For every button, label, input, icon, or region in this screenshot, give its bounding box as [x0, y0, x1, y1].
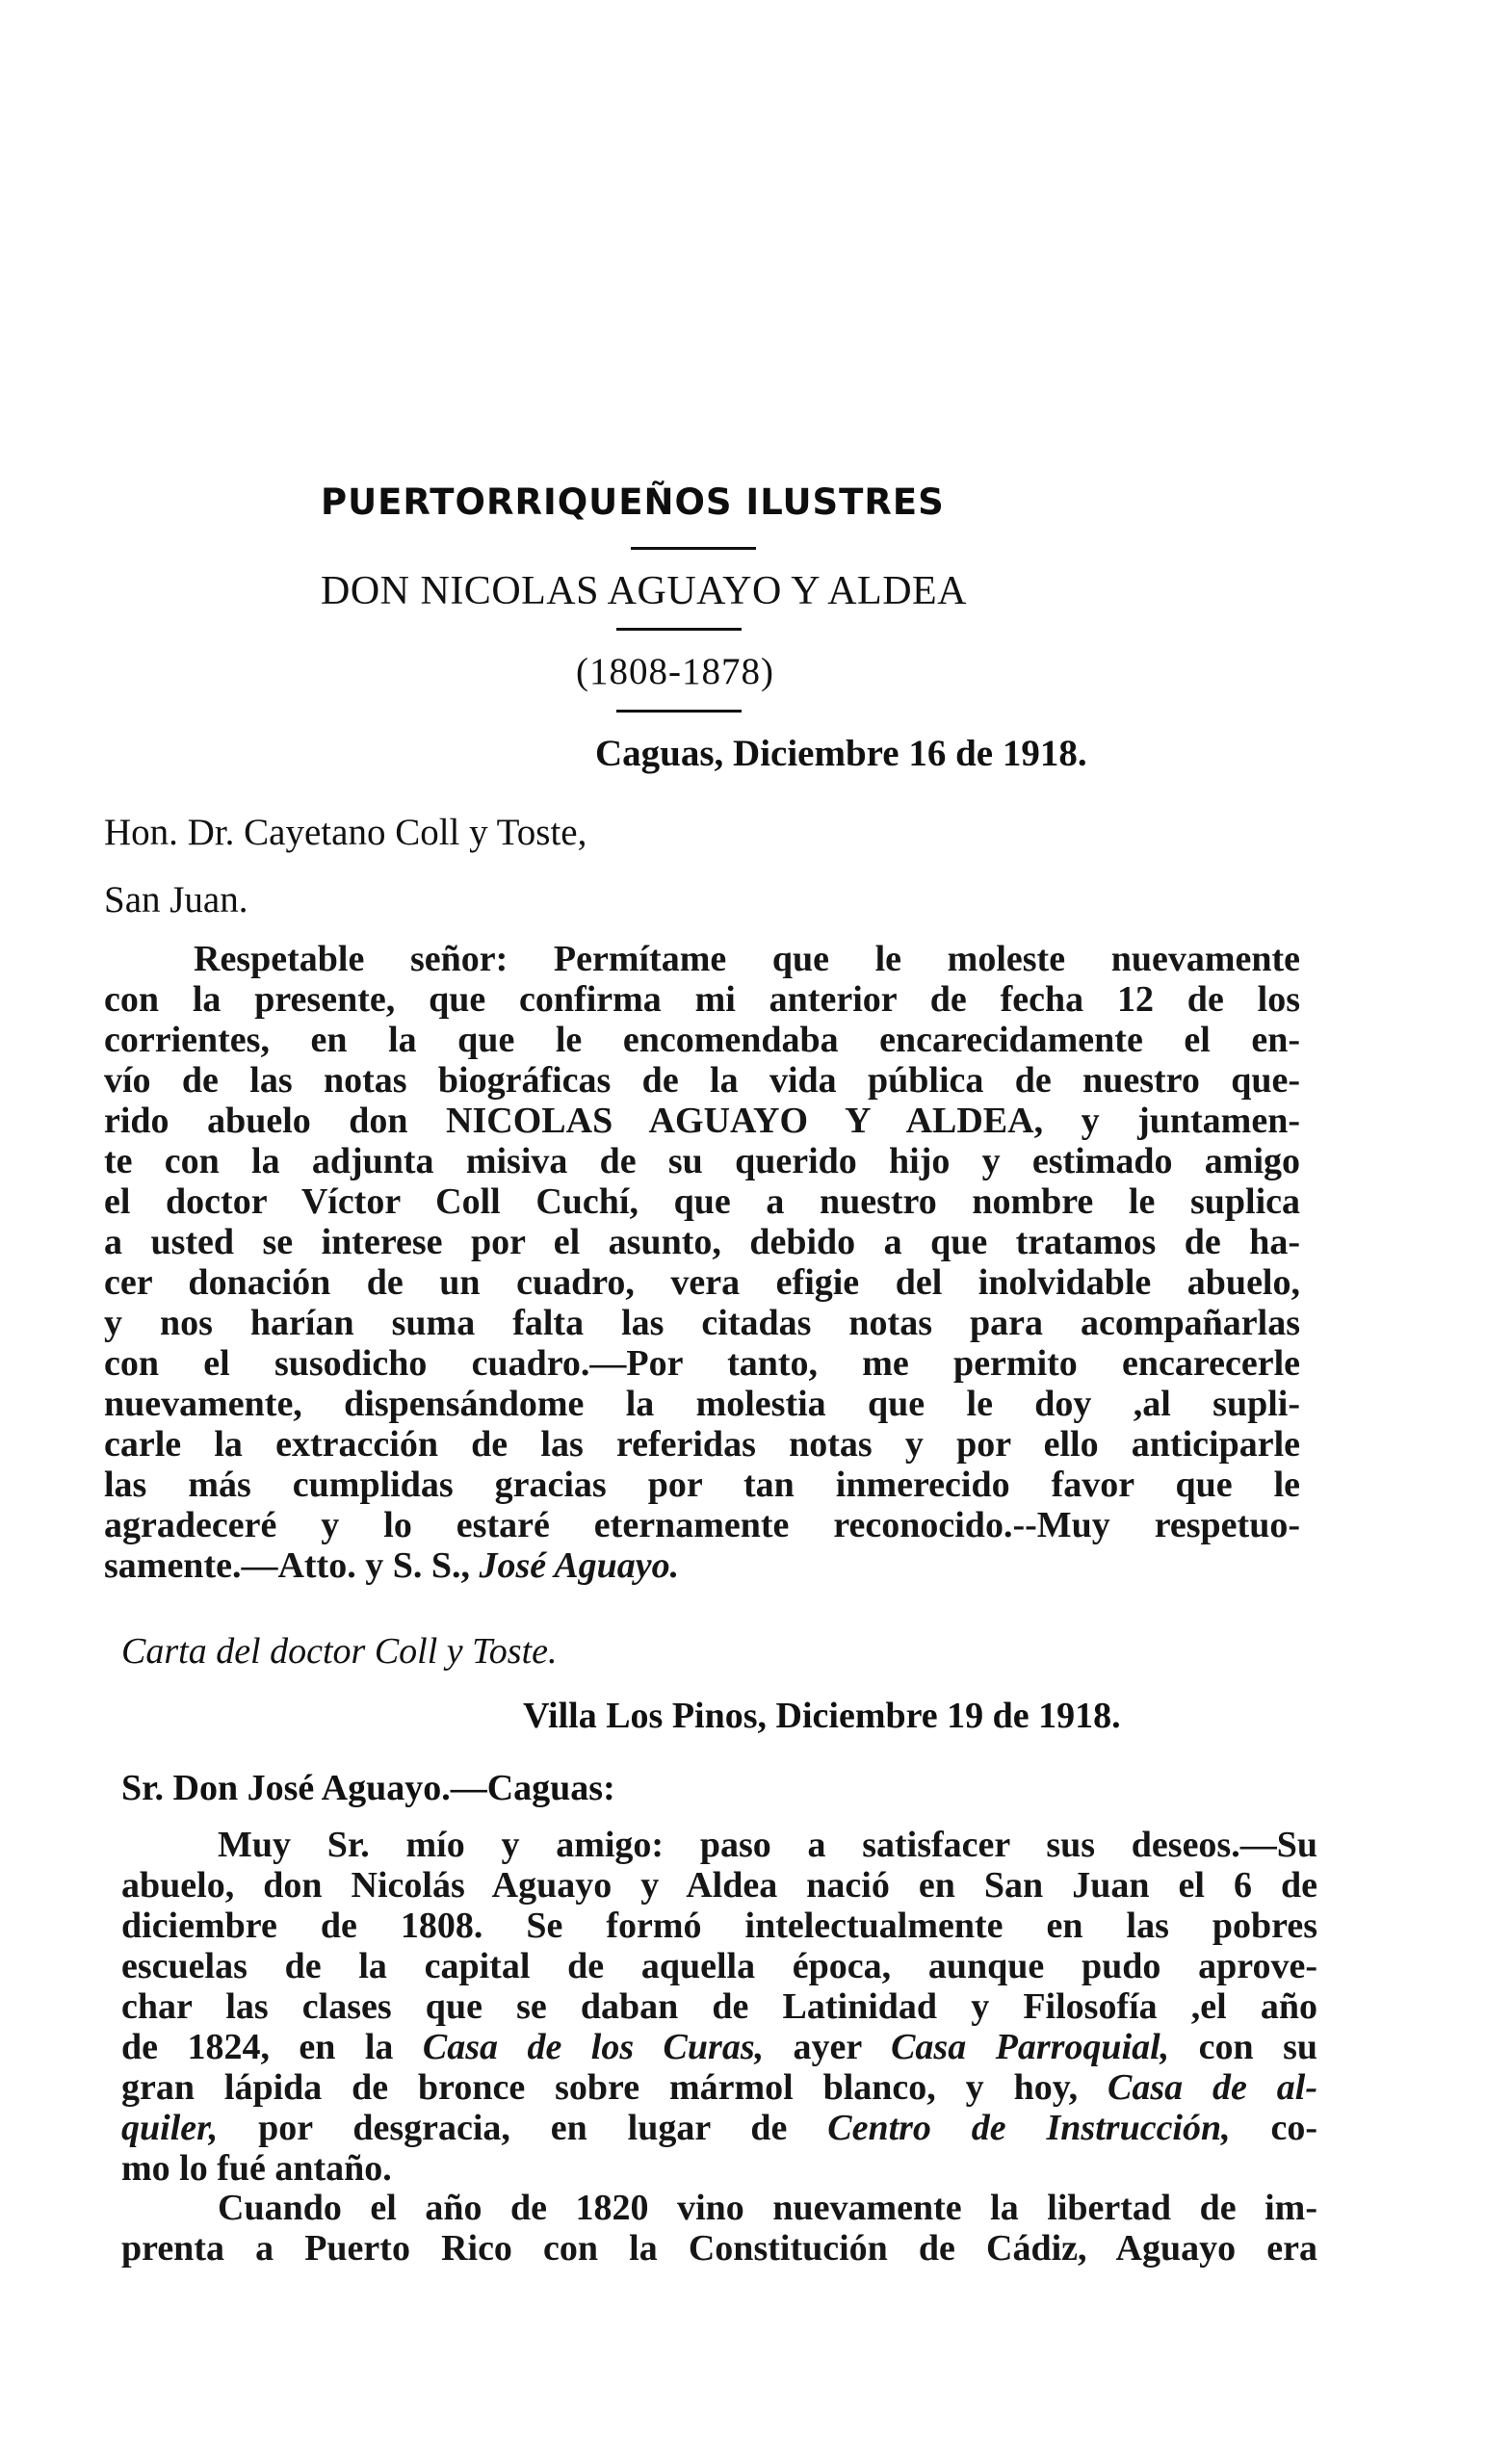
text-run: con su: [1169, 2027, 1318, 2067]
letter-place: San Juan.: [104, 879, 248, 921]
text-line: te con la adjunta misiva de su querido hijo y estimado amigo: [104, 1141, 1300, 1181]
text-line: a usted se interese por el asunto, debido a que tratamos de ha-: [104, 1222, 1300, 1262]
text-line: Cuando el año de 1820 vino nuevamente la libertad de im-: [218, 2188, 1317, 2228]
text-line: diciembre de 1808. Se formó intelectualmente en las pobres: [121, 1906, 1317, 1946]
letter-body-continued: [121, 2188, 1317, 2269]
text-line-closing: [104, 1545, 1300, 1586]
life-dates: (1808-1878): [576, 651, 774, 692]
text-line: mo lo fué antaño.: [121, 2148, 392, 2189]
article-title: DON NICOLAS AGUAYO Y ALDEA: [321, 569, 968, 613]
text-line: prenta a Puerto Rico con la Constitución de Cádiz, Aguayo era: [121, 2228, 1317, 2269]
text-run-italic: quiler,: [121, 2108, 219, 2148]
text-run: gran lápida de bronce sobre mármol blanco, y hoy,: [121, 2067, 1108, 2108]
letter-closing: samente.—Atto. y S. S.,: [104, 1545, 480, 1586]
text-line: [121, 2027, 1317, 2067]
text-line: con el susodicho cuadro.—Por tanto, me permito encarecerle: [104, 1343, 1300, 1384]
text-run: co-: [1230, 2108, 1318, 2148]
text-line: las más cumplidas gracias por tan inmerecido favor que le: [104, 1465, 1300, 1505]
text-run-italic: Centro de Instrucción,: [827, 2108, 1231, 2148]
divider-rule: [616, 710, 742, 713]
text-line: vío de las notas biográficas de la vida pública de nuestro que-: [104, 1060, 1300, 1101]
letter-dateline: Caguas, Diciembre 16 de 1918.: [595, 733, 1087, 774]
text-run-italic: Casa de al-: [1108, 2067, 1317, 2108]
letter-body: [121, 1825, 1317, 2189]
letter-dateline: Villa Los Pinos, Diciembre 19 de 1918.: [523, 1696, 1121, 1736]
letter-salutation: Sr. Don José Aguayo.—Caguas:: [121, 1768, 615, 1808]
section-heading: PUERTORRIQUEÑOS ILUSTRES: [321, 481, 945, 523]
text-line: corrientes, en la que le encomendaba encarecidamente el en-: [104, 1020, 1300, 1060]
divider-rule: [616, 628, 742, 631]
text-line: con la presente, que confirma mi anterior de fecha 12 de los: [104, 979, 1300, 1020]
text-line: escuelas de la capital de aquella época, aunque pudo aprove-: [121, 1946, 1317, 1986]
text-line: agradeceré y lo estaré eternamente reconocido.--Muy respetuo-: [104, 1505, 1300, 1545]
letter-signature: José Aguayo.: [479, 1545, 680, 1586]
text-line: cer donación de un cuadro, vera efigie del inolvidable abuelo,: [104, 1262, 1300, 1303]
text-run: de 1824, en la: [121, 2027, 423, 2067]
text-line: abuelo, don Nicolás Aguayo y Aldea nació en San Juan el 6 de: [121, 1865, 1317, 1906]
text-line: rido abuelo don NICOLAS AGUAYO Y ALDEA, y juntamen-: [104, 1101, 1300, 1141]
text-line: [121, 2108, 1317, 2148]
text-run-italic: Casa de los Curas,: [422, 2027, 765, 2067]
text-line: char las clases que se daban de Latinidad y Filosofía ,el año: [121, 1986, 1317, 2027]
text-line: y nos harían suma falta las citadas notas para acompañarlas: [104, 1303, 1300, 1343]
letter-caption: Carta del doctor Coll y Toste.: [121, 1631, 558, 1672]
text-line: nuevamente, dispensándome la molestia que le doy ,al supli-: [104, 1384, 1300, 1424]
text-run: ayer: [764, 2027, 892, 2067]
text-line: el doctor Víctor Coll Cuchí, que a nuestro nombre le suplica: [104, 1181, 1300, 1222]
text-run-italic: Casa Parroquial,: [891, 2027, 1170, 2067]
text-line: [121, 2067, 1317, 2108]
text-line: Respetable señor: Permítame que le moleste nuevamente: [194, 939, 1300, 979]
letter-addressee: Hon. Dr. Cayetano Coll y Toste,: [104, 812, 587, 853]
text-line: Muy Sr. mío y amigo: paso a satisfacer sus deseos.—Su: [218, 1825, 1317, 1865]
text-run: por desgracia, en lugar de: [218, 2108, 828, 2148]
letter-body: [104, 939, 1300, 1586]
text-line: carle la extracción de las referidas notas y por ello anticiparle: [104, 1424, 1300, 1465]
divider-rule: [631, 547, 756, 550]
